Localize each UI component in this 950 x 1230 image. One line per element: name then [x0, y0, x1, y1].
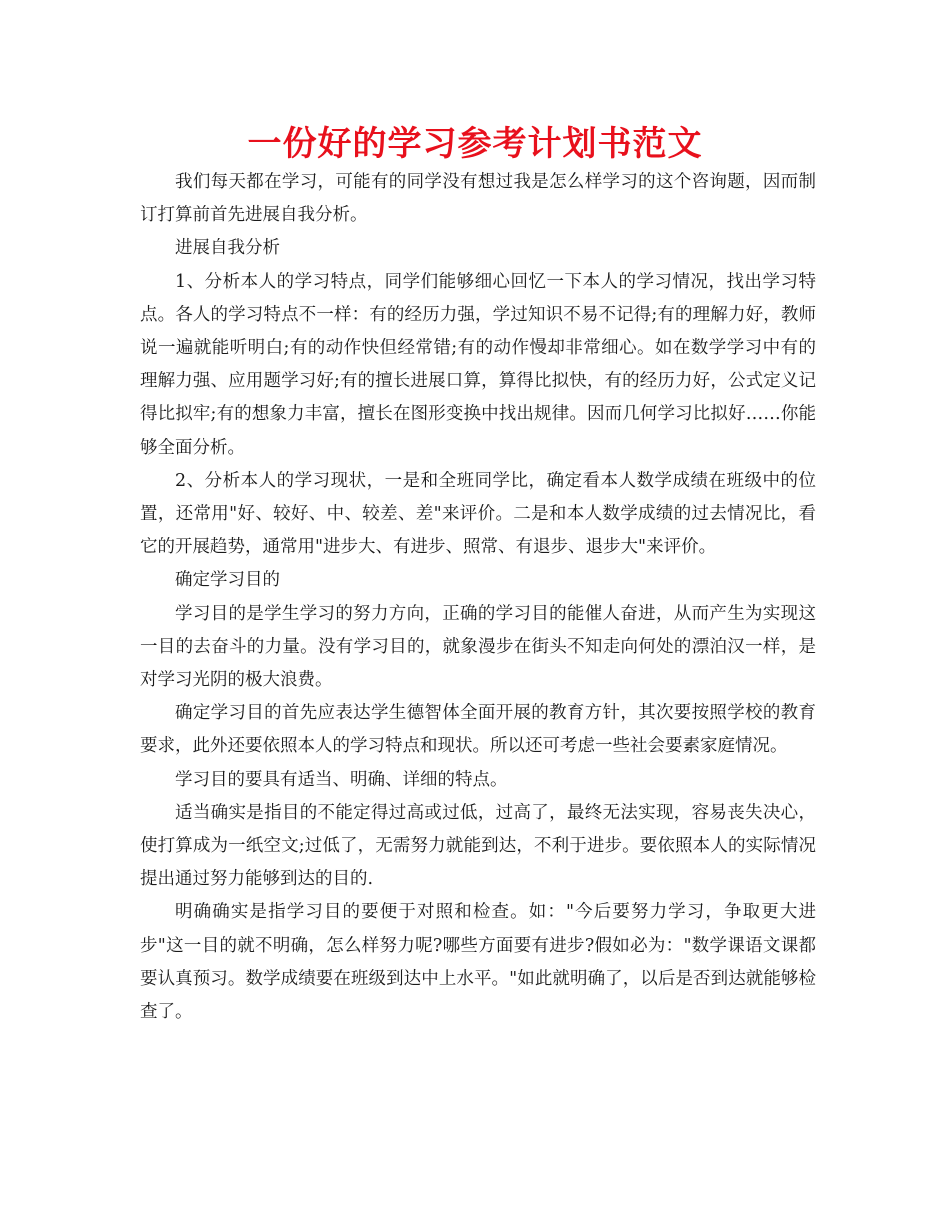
document-title: 一份好的学习参考计划书范文: [247, 124, 703, 164]
paragraph-goal-traits: 学习目的要具有适当、明确、详细的特点。: [175, 769, 508, 790]
paragraph-intro: 我们每天都在学习，可能有的同学没有想过我是怎么样学习的这个咨询题，因而制订打算前首先进展自我分析。: [140, 172, 816, 226]
paragraph-learning-status: 2、分析本人的学习现状，一是和全班同学比，确定看本人数学成绩在班级中的位置，还常用"好、较好、中、较差、差"来评价。二是和本人数学成绩的过去情况比，看它的开展趋势，通常用"进步大、有进步、照常、有退步、退步大"来评价。: [140, 470, 816, 558]
paragraph-goal-purpose: 学习目的是学生学习的努力方向，正确的学习目的能催人奋进，从而产生为实现这一目的去奋斗的力量。没有学习目的，就象漫步在街头不知走向何处的漂泊汉一样，是对学习光阴的极大浪费。: [140, 603, 816, 691]
paragraph-heading-self-analysis: 进展自我分析: [175, 238, 280, 259]
paragraph-heading-goals: 确定学习目的: [175, 570, 280, 591]
paragraph-goal-clear: 明确确实是指学习目的要便于对照和检查。如："今后要努力学习，争取更大进步"这一目的就不明确，怎么样努力呢?哪些方面要有进步?假如必为："数学课语文课都要认真预习。数学成绩要在班级到达中上水平。"如此就明确了，以后是否到达就能够检查了。: [140, 902, 816, 1023]
paragraph-goal-appropriate: 适当确实是指目的不能定得过高或过低，过高了，最终无法实现，容易丧失决心，使打算成为一纸空文;过低了，无需努力就能到达，不利于进步。要依照本人的实际情况提出通过努力能够到达的目的.: [140, 802, 816, 890]
paragraph-learning-traits: 1、分析本人的学习特点，同学们能够细心回忆一下本人的学习情况，找出学习特点。各人的学习特点不一样：有的经历力强，学过知识不易不记得;有的理解力好，教师说一遍就能听明白;有的动作快但经常错;有的动作慢却非常细心。如在数学学习中有的理解力强、应用题学习好;有的擅长进展口算，算得比拟快，有的经历力好，公式定义记得比拟牢;有的想象力丰富，擅长在图形变换中找出规律。因而几何学习比拟好……你能够全面分析。: [140, 271, 816, 458]
document-body: [140, 166, 816, 1029]
paragraph-goal-basis: 确定学习目的首先应表达学生德智体全面开展的教育方针，其次要按照学校的教育要求，此外还要依照本人的学习特点和现状。所以还可考虑一些社会要素家庭情况。: [140, 703, 816, 757]
